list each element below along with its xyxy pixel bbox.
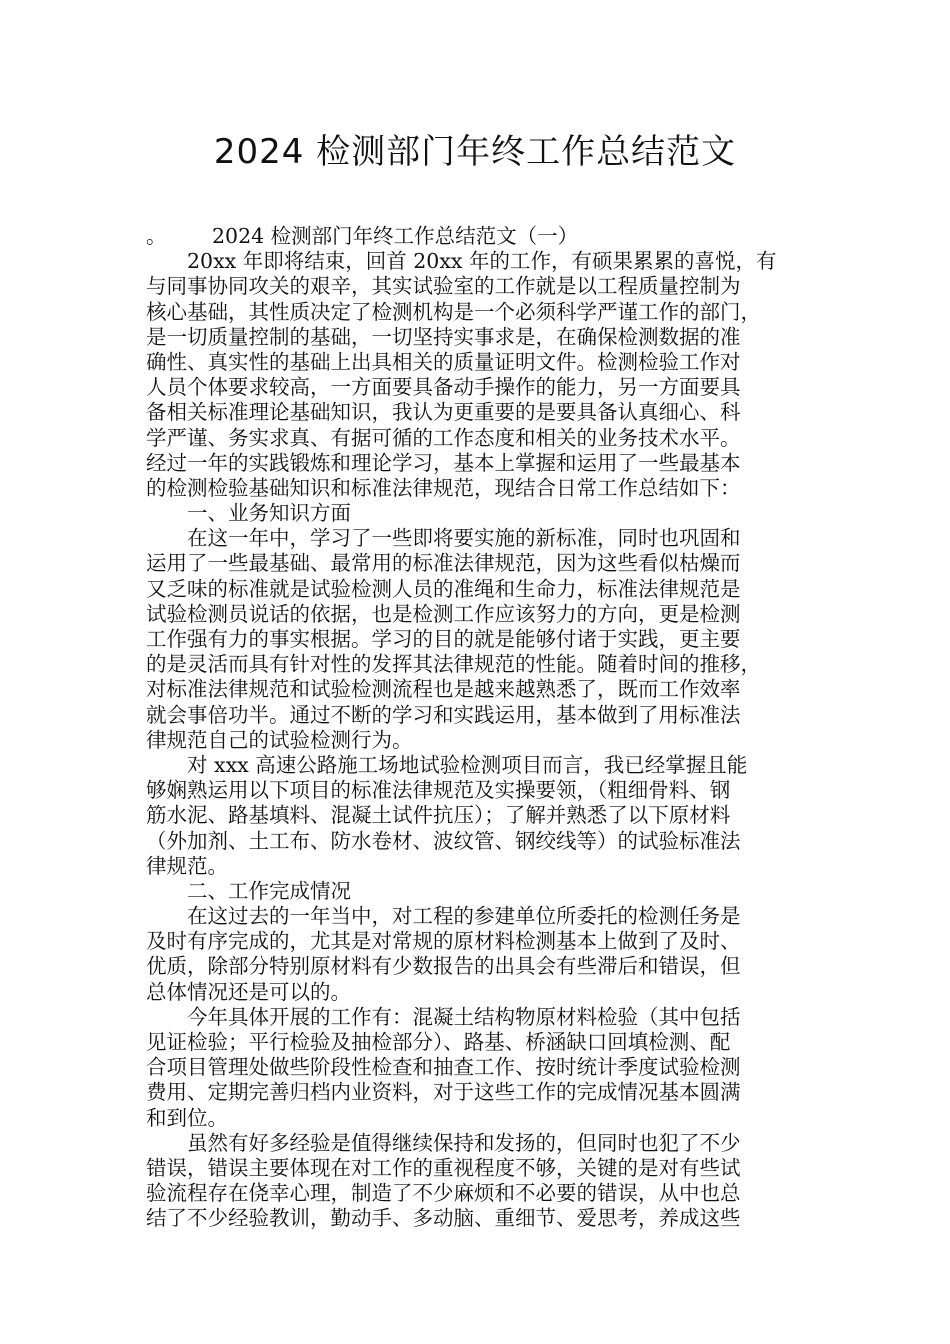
paragraph-line: 费用、定期完善归档内业资料，对于这些工作的完成情况基本圆满 bbox=[146, 1080, 741, 1105]
document-title: 2024 检测部门年终工作总结范文 bbox=[213, 132, 737, 172]
paragraph-line: 备相关标准理论基础知识，我认为更重要的是要具备认真细心、科 bbox=[146, 400, 741, 425]
paragraph-line: 的是灵活而具有针对性的发挥其法律规范的性能。随着时间的推移， bbox=[146, 652, 761, 677]
paragraph-line: 工作强有力的事实根据。学习的目的就是能够付诸于实践，更主要 bbox=[146, 627, 741, 651]
paragraph-line: 又乏味的标准就是试验检测人员的准绳和生命力，标准法律规范是 bbox=[146, 576, 741, 601]
paragraph-line: 合项目管理处做些阶段性检查和抽查工作、按时统计季度试验检测 bbox=[146, 1055, 741, 1080]
paragraph-line: 及时有序完成的，尤其是对常规的原材料检测基本上做到了及时、 bbox=[146, 929, 741, 954]
paragraph-line: 人员个体要求较高，一方面要具备动手操作的能力，另一方面要具 bbox=[146, 375, 741, 400]
paragraph-line: 验流程存在侥幸心理，制造了不少麻烦和不必要的错误，从中也总 bbox=[146, 1181, 741, 1206]
subtitle-line bbox=[146, 224, 806, 249]
paragraph-line: 总体情况还是可以的。 bbox=[146, 979, 351, 1004]
paragraph-line: 见证检验；平行检验及抽检部分）、路基、桥涵缺口回填检测、配 bbox=[146, 1030, 731, 1054]
paragraph-line: 是一切质量控制的基础，一切坚持实事求是，在确保检测数据的准 bbox=[146, 324, 741, 349]
paragraph-line: 在这一年中，学习了一些即将要实施的新标准，同时也巩固和 bbox=[187, 526, 741, 551]
paragraph-line: 错误，错误主要体现在对工作的重视程度不够，关键的是对有些试 bbox=[146, 1155, 741, 1180]
paragraph bbox=[146, 1131, 806, 1232]
bullet-marker: 。 bbox=[146, 224, 167, 248]
paragraph-line: 核心基础，其性质决定了检测机构是一个必须科学严谨工作的部门， bbox=[146, 299, 761, 324]
paragraph-line: 试验检测员说话的依据，也是检测工作应该努力的方向，更是检测 bbox=[146, 601, 741, 626]
paragraph-line: 虽然有好多经验是值得继续保持和发扬的，但同时也犯了不少 bbox=[187, 1130, 741, 1155]
paragraph-line: 与同事协同攻关的艰辛，其实试验室的工作就是以工程质量控制为 bbox=[146, 274, 741, 299]
paragraph-line: 优质，除部分特别原材料有少数报告的出具会有些滞后和错误，但 bbox=[146, 954, 741, 979]
paragraph-line: 和到位。 bbox=[146, 1105, 228, 1130]
paragraph-line: 就会事倍功半。通过不断的学习和实践运用，基本做到了用标准法 bbox=[146, 702, 741, 727]
paragraph-list bbox=[146, 249, 806, 1231]
paragraph-line: 结了不少经验教训，勤动手、多动脑、重细节、爱思考，养成这些 bbox=[146, 1206, 741, 1231]
paragraph bbox=[146, 1005, 806, 1131]
section-heading: 二、工作完成情况 bbox=[187, 878, 351, 903]
paragraph bbox=[146, 526, 806, 753]
paragraph-line: 律规范。 bbox=[146, 853, 228, 878]
paragraph-line: 律规范自己的试验检测行为。 bbox=[146, 727, 413, 752]
paragraph bbox=[146, 249, 806, 501]
paragraph-line: 对 xxx 高速公路施工场地试验检测项目而言，我已经掌握且能 bbox=[187, 752, 748, 777]
section-subtitle: 2024 检测部门年终工作总结范文（一） bbox=[212, 224, 579, 248]
paragraph-line: 对标准法律规范和试验检测流程也是越来越熟悉了，既而工作效率 bbox=[146, 677, 741, 702]
paragraph-line: 确性、真实性的基础上出具相关的质量证明文件。检测检验工作对 bbox=[146, 349, 741, 374]
document-body bbox=[146, 224, 806, 1232]
paragraph-line: 的检测检验基础知识和标准法律规范，现结合日常工作总结如下： bbox=[146, 475, 741, 500]
paragraph-line: 经过一年的实践锻炼和理论学习，基本上掌握和运用了一些最基本 bbox=[146, 450, 741, 475]
paragraph-line: 20xx 年即将结束，回首 20xx 年的工作，有硕果累累的喜悦，有 bbox=[187, 249, 777, 274]
paragraph bbox=[146, 904, 806, 1005]
paragraph-line: 运用了一些最基础、最常用的标准法律规范，因为这些看似枯燥而 bbox=[146, 551, 741, 576]
paragraph-line: 今年具体开展的工作有：混凝土结构物原材料检验（其中包括 bbox=[187, 1004, 741, 1029]
paragraph-line: 在这过去的一年当中，对工程的参建单位所委托的检测任务是 bbox=[187, 904, 741, 929]
paragraph-line: （外加剂、土工布、防水卷材、波纹管、钢绞线等）的试验标准法 bbox=[146, 828, 741, 853]
paragraph bbox=[146, 753, 806, 879]
paragraph-line: 够娴熟运用以下项目的标准法律规范及实操要领，（粗细骨料、钢 bbox=[146, 778, 731, 803]
paragraph-line: 学严谨、务实求真、有据可循的工作态度和相关的业务技术水平。 bbox=[146, 425, 741, 450]
section-heading: 一、业务知识方面 bbox=[187, 501, 351, 526]
paragraph-line: 筋水泥、路基填料、混凝土试件抗压）；了解并熟悉了以下原材料 bbox=[146, 803, 731, 828]
